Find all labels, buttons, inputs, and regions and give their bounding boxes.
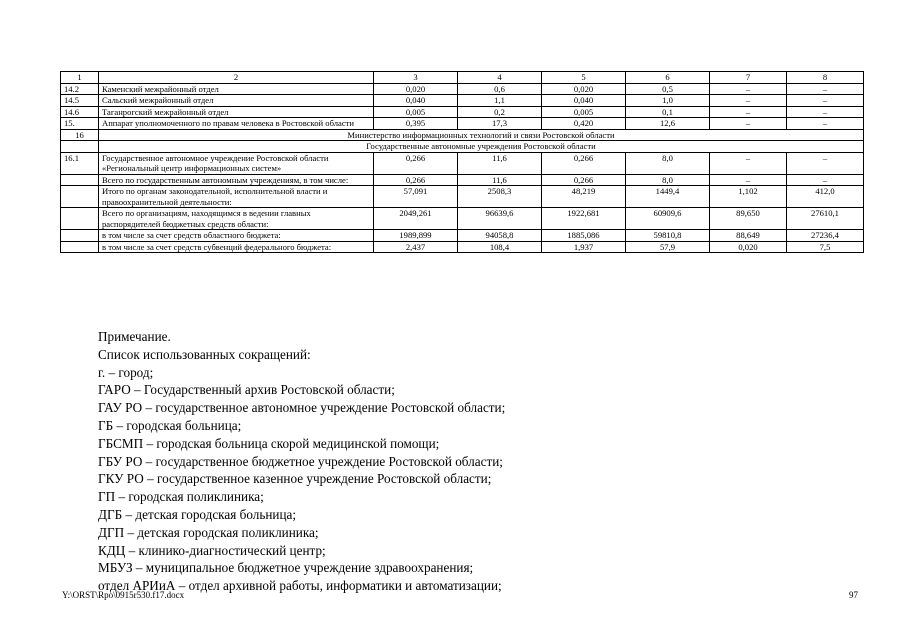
table-row: [61, 118, 864, 130]
table-row: [61, 152, 864, 174]
value-cell: 0,040: [374, 95, 458, 107]
abbreviation-line: МБУЗ – муниципальное бюджетное учреждение здравоохранения;: [98, 560, 474, 576]
row-number-cell: 14.2: [61, 83, 99, 95]
row-name-cell: Всего по организациям, находящимся в ведении главных распорядителей бюджетных средств области:: [99, 208, 374, 230]
value-cell: 96639,6: [458, 208, 542, 230]
abbreviation-line: ГБСМП – городская больница скорой медицинской помощи;: [98, 435, 440, 451]
column-number-header: 2: [99, 72, 374, 84]
notes-heading: Примечание.: [98, 329, 171, 344]
empty-cell: [61, 141, 99, 153]
abbreviation-line: г. – город;: [98, 364, 154, 380]
abbreviation-line: отдел АРИиА – отдел архивной работы, информатики и автоматизации;: [98, 578, 502, 594]
value-cell: 0,020: [710, 241, 787, 253]
table-row: [61, 174, 864, 186]
abbreviation-line: ГБУ РО – государственное бюджетное учреждение Ростовской области;: [98, 453, 503, 469]
value-cell: 108,4: [458, 241, 542, 253]
value-cell: 1,1: [458, 95, 542, 107]
column-number-header: 4: [458, 72, 542, 84]
value-cell: –: [787, 174, 864, 186]
value-cell: –: [710, 83, 787, 95]
value-cell: 0,420: [542, 118, 626, 130]
row-number-cell: [61, 230, 99, 242]
row-name-cell: Государственное автономное учреждение Ростовской области «Региональный центр информационных систем»: [99, 152, 374, 174]
table-row: [61, 95, 864, 107]
column-number-header: 7: [710, 72, 787, 84]
value-cell: 8,0: [626, 174, 710, 186]
abbreviations-notes: [98, 328, 505, 595]
value-cell: 1,937: [542, 241, 626, 253]
value-cell: 88,649: [710, 230, 787, 242]
abbreviation-line: ГП – городская поликлиника;: [98, 489, 264, 505]
value-cell: 1,102: [710, 186, 787, 208]
value-cell: 8,0: [626, 152, 710, 174]
value-cell: 1449,4: [626, 186, 710, 208]
header-row: [61, 72, 864, 84]
row-number-cell: 14.5: [61, 95, 99, 107]
value-cell: –: [787, 106, 864, 118]
table-row: [61, 106, 864, 118]
value-cell: 0,005: [374, 106, 458, 118]
value-cell: 27610,1: [787, 208, 864, 230]
value-cell: –: [787, 152, 864, 174]
abbreviation-line: ГБ – городская больница;: [98, 417, 242, 433]
row-name-cell: в том числе за счет средств областного бюджета:: [99, 230, 374, 242]
value-cell: 0,6: [458, 83, 542, 95]
section-number-cell: 16: [61, 129, 99, 141]
abbreviation-line: ДГБ – детская городская больница;: [98, 506, 297, 522]
row-name-cell: Аппарат уполномоченного по правам человека в Ростовской области: [99, 118, 374, 130]
value-cell: –: [710, 152, 787, 174]
value-cell: 27236,4: [787, 230, 864, 242]
row-name-cell: Таганрогский межрайонный отдел: [99, 106, 374, 118]
value-cell: 412,0: [787, 186, 864, 208]
value-cell: 7,5: [787, 241, 864, 253]
abbreviation-line: ГАРО – Государственный архив Ростовской области;: [98, 382, 395, 398]
value-cell: 0,5: [626, 83, 710, 95]
table-row: [61, 241, 864, 253]
row-name-cell: Всего по государственным автономным учреждениям, в том числе:: [99, 174, 374, 186]
row-name-cell: Сальский межрайонный отдел: [99, 95, 374, 107]
column-number-header: 6: [626, 72, 710, 84]
value-cell: 0,2: [458, 106, 542, 118]
value-cell: 0,1: [626, 106, 710, 118]
abbreviation-line: КДЦ – клинико-диагностический центр;: [98, 542, 326, 558]
abbreviation-line: Список использованных сокращений:: [98, 346, 311, 362]
row-name-cell: в том числе за счет средств субвенций федерального бюджета:: [99, 241, 374, 253]
row-number-cell: [61, 241, 99, 253]
value-cell: 57,9: [626, 241, 710, 253]
abbreviation-line: ГАУ РО – государственное автономное учреждение Ростовской области;: [98, 400, 506, 416]
subsection-row: [61, 141, 864, 153]
value-cell: –: [710, 118, 787, 130]
value-cell: 17,3: [458, 118, 542, 130]
column-number-header: 3: [374, 72, 458, 84]
value-cell: 48,219: [542, 186, 626, 208]
value-cell: 11,6: [458, 152, 542, 174]
data-table: [60, 71, 864, 253]
column-number-header: 8: [787, 72, 864, 84]
value-cell: 0,266: [374, 152, 458, 174]
value-cell: 89,650: [710, 208, 787, 230]
value-cell: 94058,8: [458, 230, 542, 242]
column-number-header: 5: [542, 72, 626, 84]
value-cell: 1989,899: [374, 230, 458, 242]
value-cell: –: [787, 83, 864, 95]
value-cell: 1,0: [626, 95, 710, 107]
value-cell: 0,020: [374, 83, 458, 95]
page-number: 97: [849, 590, 858, 600]
value-cell: 59810,8: [626, 230, 710, 242]
table-row: [61, 83, 864, 95]
value-cell: –: [710, 106, 787, 118]
value-cell: –: [787, 95, 864, 107]
table-row: [61, 208, 864, 230]
section-row: [61, 129, 864, 141]
table-row: [61, 186, 864, 208]
footer-file-path: Y:\ORST\Rpo\0915r530.f17.docx: [62, 590, 185, 600]
section-title-cell: Министерство информационных технологий и связи Ростовской области: [99, 129, 864, 141]
value-cell: –: [710, 95, 787, 107]
value-cell: 57,091: [374, 186, 458, 208]
abbreviation-line: ГКУ РО – государственное казенное учреждение Ростовской области;: [98, 471, 492, 487]
row-name-cell: Итого по органам законодательной, исполнительной власти и правоохранительной деятельности:: [99, 186, 374, 208]
row-number-cell: [61, 186, 99, 208]
row-number-cell: [61, 174, 99, 186]
table-row: [61, 230, 864, 242]
value-cell: 0,395: [374, 118, 458, 130]
row-name-cell: Каменский межрайонный отдел: [99, 83, 374, 95]
value-cell: 1922,681: [542, 208, 626, 230]
value-cell: 0,040: [542, 95, 626, 107]
column-number-header: 1: [61, 72, 99, 84]
row-number-cell: 16.1: [61, 152, 99, 174]
row-number-cell: [61, 208, 99, 230]
subsection-title-cell: Государственные автономные учреждения Ростовской области: [99, 141, 864, 153]
value-cell: 0,005: [542, 106, 626, 118]
value-cell: 0,020: [542, 83, 626, 95]
value-cell: 0,266: [374, 174, 458, 186]
abbreviation-line: ДГП – детская городская поликлиника;: [98, 524, 319, 540]
value-cell: 1885,086: [542, 230, 626, 242]
value-cell: –: [710, 174, 787, 186]
value-cell: 60909,6: [626, 208, 710, 230]
value-cell: 11,6: [458, 174, 542, 186]
row-number-cell: 15.: [61, 118, 99, 130]
row-number-cell: 14.6: [61, 106, 99, 118]
value-cell: 2049,261: [374, 208, 458, 230]
value-cell: 0,266: [542, 152, 626, 174]
value-cell: 0,266: [542, 174, 626, 186]
value-cell: –: [787, 118, 864, 130]
value-cell: 2508,3: [458, 186, 542, 208]
value-cell: 12,6: [626, 118, 710, 130]
value-cell: 2,437: [374, 241, 458, 253]
